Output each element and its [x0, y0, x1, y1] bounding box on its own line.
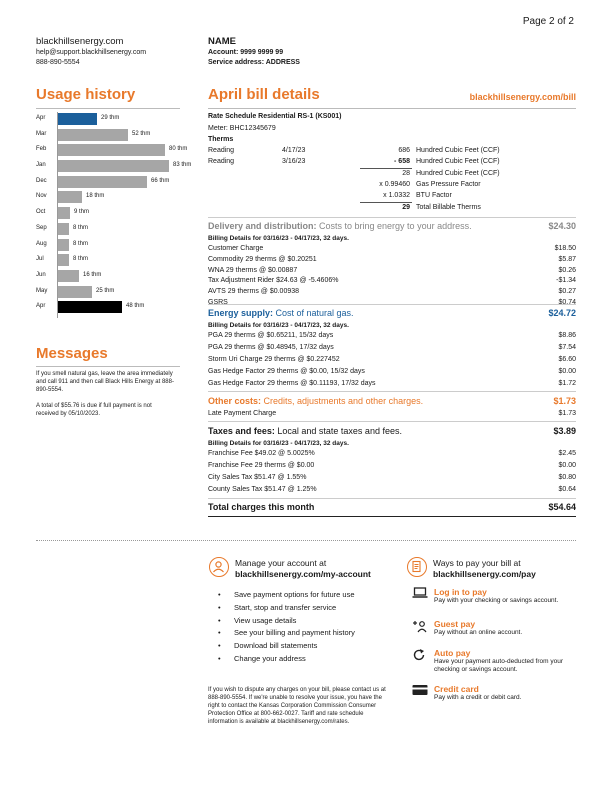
list-item: • View usage details — [218, 616, 355, 629]
bill-link[interactable]: blackhillsenergy.com/bill — [469, 92, 576, 102]
delivery-amount: $24.30 — [548, 221, 576, 231]
rate-schedule: Rate Schedule Residential RS-1 (KS001) — [208, 113, 342, 120]
page-number: Page 2 of 2 — [522, 16, 574, 27]
usage-bar — [58, 239, 69, 251]
usage-value-label: 66 thm — [151, 177, 170, 184]
phone-number: 888-890-5554 — [36, 59, 80, 66]
divider — [208, 108, 576, 109]
meter-reading-row: 28 Hundred Cubic Feet (CCF) — [402, 170, 500, 177]
meter-reading-row: Reading 4/17/23 686 Hundred Cubic Feet (CCF) — [208, 147, 500, 154]
usage-month-label: Dec — [36, 177, 47, 184]
line-item: Franchise Fee $49.02 @ 5.0025% $2.45 — [208, 450, 576, 457]
usage-bar — [58, 301, 122, 313]
usage-bar-row — [36, 253, 186, 269]
usage-bar-row — [36, 112, 186, 128]
divider — [208, 391, 576, 392]
usage-bar-row — [36, 206, 186, 222]
usage-value-label: 25 thm — [96, 287, 115, 294]
billing-period: Billing Details for 03/16/23 - 04/17/23, 32 days. — [208, 322, 349, 329]
gas-safety-message: If you smell natural gas, leave the area immediately and call 911 and then call Black Hills Energy at 888-890-5554. — [36, 371, 174, 393]
guest-user-icon — [412, 619, 428, 633]
divider — [208, 516, 576, 517]
calc-line — [360, 202, 412, 203]
taxes-header: Taxes and fees: Local and state taxes and fees. $3.89 — [208, 426, 576, 436]
usage-value-label: 48 thm — [126, 303, 145, 310]
usage-month-label: Jun — [36, 271, 46, 278]
line-item: WNA 29 therms @ $0.00887 $0.26 — [208, 266, 576, 274]
line-item: County Sales Tax $51.47 @ 1.25% $0.64 — [208, 486, 576, 493]
usage-value-label: 29 thm — [101, 115, 120, 121]
total-charges — [208, 502, 576, 516]
usage-month-label: May — [36, 287, 48, 294]
usage-value-label: 18 thm — [86, 193, 105, 200]
usage-month-label: Nov — [36, 193, 47, 200]
refresh-icon — [412, 648, 428, 662]
usage-chart — [36, 112, 192, 316]
divider — [36, 108, 180, 109]
meter-reading-row: 29 Total Billable Therms — [402, 204, 481, 211]
usage-bar — [58, 129, 128, 141]
manage-account-header: Manage your account at blackhillsenergy.com/my-account — [235, 558, 371, 579]
line-item: Tax Adjustment Rider $24.63 @ -5.4606% -$1.34 — [208, 277, 576, 285]
list-item: • Download bill statements — [218, 641, 355, 654]
supply-amount: $24.72 — [548, 308, 576, 318]
account-number: Account: 9999 9999 99 — [208, 49, 284, 56]
line-item: Franchise Fee 29 therms @ $0.00 $0.00 — [208, 462, 576, 469]
other-section — [208, 396, 576, 421]
usage-value-label: 8 thm — [73, 240, 89, 247]
usage-value-label: 9 thm — [74, 209, 90, 216]
usage-bar-row — [36, 222, 186, 238]
meter-reading-row: Reading 3/16/23 - 658 Hundred Cubic Feet (CCF) — [208, 158, 500, 165]
usage-month-label: Jul — [36, 256, 44, 263]
meter-number: Meter: BHC12345679 — [208, 125, 276, 132]
list-item: • Save payment options for future use — [218, 590, 355, 603]
delivery-section — [208, 221, 576, 310]
line-item: Commodity 29 therms @ $0.20251 $5.87 — [208, 255, 576, 263]
late-payment-message: A total of $55.76 is due if full payment is not received by 05/10/2023. — [36, 403, 152, 417]
usage-history-title: Usage history — [36, 86, 136, 103]
usage-value-label: 52 thm — [132, 130, 151, 137]
usage-bar — [58, 176, 147, 188]
taxes-section — [208, 426, 576, 498]
usage-bar-row — [36, 128, 186, 144]
billing-period: Billing Details for 03/16/23 - 04/17/23, 32 days. — [208, 235, 349, 242]
total-label: Total charges this month — [208, 502, 315, 512]
line-item: Gas Hedge Factor 29 therms @ $0.00, 15/32 days $0.00 — [208, 368, 576, 375]
other-header: Other costs: Credits, adjustments and other charges. $1.73 — [208, 396, 576, 406]
pay-link[interactable]: blackhillsenergy.com/pay — [433, 569, 536, 579]
list-item: • Start, stop and transfer service — [218, 603, 355, 616]
divider — [208, 217, 576, 218]
customer-name: NAME — [208, 36, 236, 47]
usage-bar-row — [36, 300, 186, 316]
billing-period: Billing Details for 03/16/23 - 04/17/23, 32 days. — [208, 440, 349, 447]
line-item: PGA 29 therms @ $0.65211, 15/32 days $8.86 — [208, 332, 576, 339]
list-item: • Change your address — [218, 654, 355, 667]
line-item: Customer Charge $18.50 — [208, 245, 576, 252]
usage-month-label: Feb — [36, 146, 47, 153]
calc-line — [360, 168, 412, 169]
usage-bar-row — [36, 175, 186, 191]
supply-header: Energy supply: Cost of natural gas. $24.72 — [208, 308, 576, 318]
service-address: Service address: ADDRESS — [208, 59, 300, 66]
taxes-amount: $3.89 — [553, 426, 576, 436]
usage-value-label: 83 thm — [173, 162, 192, 169]
usage-month-label: Apr — [36, 115, 46, 121]
ways-to-pay-header: Ways to pay your bill at blackhillsenergy.com/pay — [433, 558, 536, 579]
usage-bar — [58, 113, 97, 125]
meter-reading-row: x 0.99460 Gas Pressure Factor — [379, 181, 481, 188]
usage-bar-row — [36, 285, 186, 301]
usage-bar-row — [36, 269, 186, 285]
line-item: Late Payment Charge $1.73 — [208, 410, 576, 417]
usage-month-label: Sep — [36, 224, 47, 231]
divider — [208, 498, 576, 499]
usage-bar-row — [36, 190, 186, 206]
usage-bar — [58, 223, 69, 235]
account-features-list — [218, 590, 355, 667]
usage-month-label: Apr — [36, 303, 46, 310]
usage-month-label: Aug — [36, 240, 47, 247]
total-amount: $54.64 — [548, 502, 576, 512]
divider — [208, 421, 576, 422]
divider — [208, 304, 576, 305]
bill-details-title: April bill details — [208, 86, 320, 103]
dispute-notice: If you wish to dispute any charges on your bill, please contact us at 888-890-5554. If we're unable to resolve your issue, you have the right to contact the Kansas Corporation Commission Consumer Protection Office at 800-662-0027. Tariff and rate schedule information is available at blackhillsenergy.com/rates. — [208, 687, 386, 725]
credit-card-icon — [412, 684, 428, 698]
usage-value-label: 16 thm — [83, 271, 102, 278]
dotted-separator — [36, 540, 576, 541]
usage-bar — [58, 207, 70, 219]
support-email[interactable]: help@support.blackhillsenergy.com — [36, 49, 147, 56]
messages-title: Messages — [36, 345, 108, 362]
usage-bar-row — [36, 143, 186, 159]
usage-month-label: Jan — [36, 162, 46, 169]
account-block — [208, 36, 300, 68]
line-item: Storm Uri Charge 29 therms @ $0.227452 $6.60 — [208, 356, 576, 363]
therms-label: Therms — [208, 136, 234, 143]
line-item: PGA 29 therms @ $0.48945, 17/32 days $7.54 — [208, 344, 576, 351]
website-link[interactable]: blackhillsenergy.com — [36, 36, 124, 47]
line-item: City Sales Tax $51.47 @ 1.55% $0.80 — [208, 474, 576, 481]
usage-bar — [58, 144, 165, 156]
delivery-header: Delivery and distribution: Costs to bring energy to your address. $24.30 — [208, 221, 576, 231]
list-item: • See your billing and payment history — [218, 628, 355, 641]
usage-value-label: 8 thm — [73, 256, 89, 263]
usage-bar — [58, 254, 69, 266]
bill-icon — [407, 557, 427, 577]
divider — [36, 366, 180, 367]
usage-bar — [58, 286, 92, 298]
usage-month-label: Mar — [36, 130, 47, 137]
usage-bar-row — [36, 159, 192, 175]
usage-value-label: 8 thm — [73, 224, 89, 231]
usage-bar — [58, 160, 169, 172]
my-account-link[interactable]: blackhillsenergy.com/my-account — [235, 569, 371, 579]
meter-reading-row: x 1.0332 BTU Factor — [383, 192, 452, 199]
line-item: GSRS $0.74 — [208, 298, 576, 306]
laptop-icon — [412, 587, 428, 601]
usage-month-label: Oct — [36, 209, 46, 216]
supply-section — [208, 308, 576, 392]
line-item: Gas Hedge Factor 29 therms @ $0.11193, 17/32 days $1.72 — [208, 380, 576, 387]
usage-bar-row — [36, 238, 186, 254]
line-item: AVTS 29 therms @ $0.00938 $0.27 — [208, 288, 576, 296]
contact-block — [36, 36, 146, 68]
user-icon — [209, 557, 229, 577]
other-amount: $1.73 — [553, 396, 576, 406]
usage-bar — [58, 191, 82, 203]
usage-value-label: 80 thm — [169, 146, 188, 153]
usage-bar — [58, 270, 79, 282]
